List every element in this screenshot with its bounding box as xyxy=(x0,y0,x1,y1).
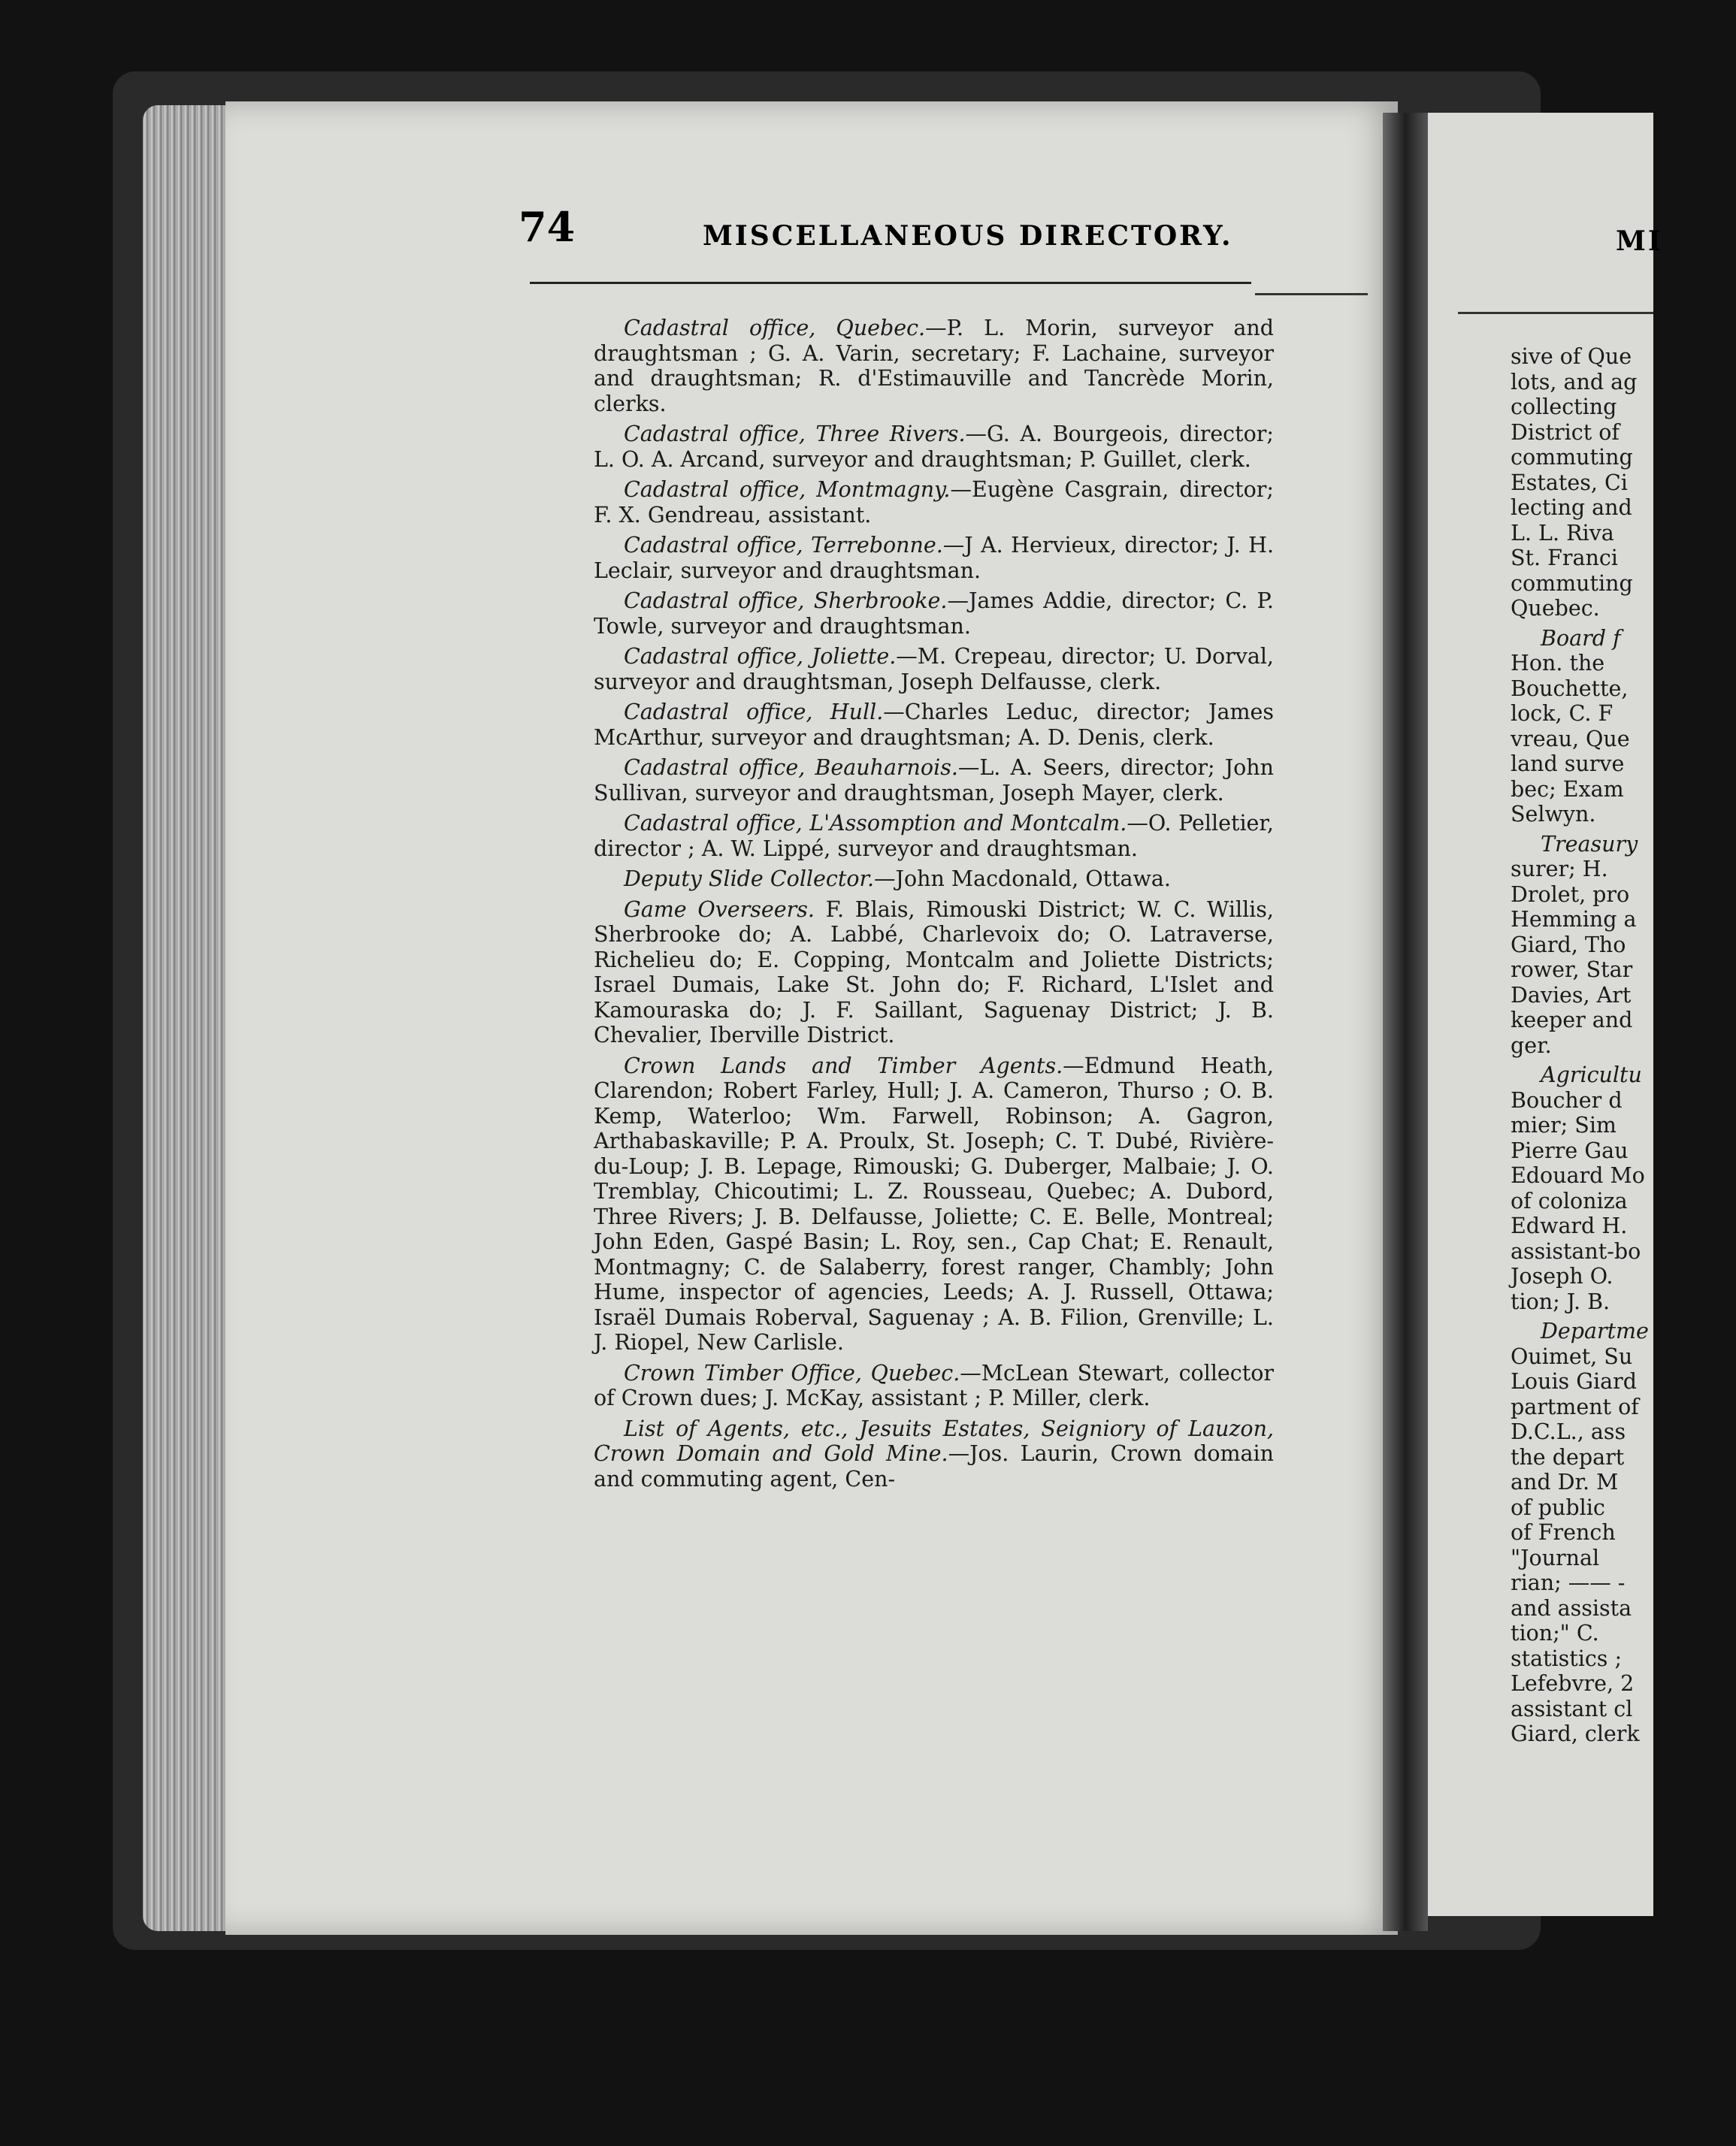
entry-heading: Cadastral office, Sherbrooke. xyxy=(624,588,948,613)
facing-line: surer; H. xyxy=(1511,857,1608,881)
entry-text: —G. A. Bourgeois, director; L. O. A. Arcand, surveyor and draughtsman; P. Guillet, clerk. xyxy=(594,422,1274,472)
running-head-title: MISCELLANEOUS DIRECTORY. xyxy=(703,220,1233,252)
facing-line: of public xyxy=(1511,1495,1605,1520)
facing-line: mier; Sim xyxy=(1511,1113,1617,1138)
facing-line: Edward H. xyxy=(1511,1214,1628,1238)
facing-line: rower, Star xyxy=(1511,957,1633,982)
facing-line: Agricultu xyxy=(1541,1062,1642,1087)
entry-text: —P. L. Morin, surveyor and draughtsman ; G. A. Varin, secretary; F. Lachaine, surveyor and draughtsman; R. d'Estimauville and Tancrède Morin, clerks. xyxy=(594,316,1274,416)
facing-line: Drolet, pro xyxy=(1511,881,1630,907)
entry-heading: Cadastral office, Hull. xyxy=(624,700,884,724)
directory-entry xyxy=(594,533,1274,583)
facing-line: keeper and xyxy=(1511,1008,1633,1032)
facing-line: Davies, Art xyxy=(1511,982,1632,1008)
facing-line: rian; —— - xyxy=(1511,1570,1626,1595)
entry-text: F. Blais, Rimouski District; W. C. Willis, Sherbrooke do; A. Labbé, Charlevoix do; O. Latraverse, Richelieu do; E. Copping, Montcalm and Joliette Districts; Israel Dumais, Lake St. John do; F. Richard, L'Islet and Kamouraska do; J. F. Saillant, Saguenay District; J. B. Chevalier, Iberville District. xyxy=(594,896,1274,1047)
entry-text: —Jos. Laurin, Crown domain and commuting agent, Cen- xyxy=(594,1441,1274,1492)
facing-page-column xyxy=(1511,344,1736,1747)
facing-line: L. L. Riva xyxy=(1511,520,1614,546)
directory-entry xyxy=(594,897,1274,1048)
entry-text: —L. A. Seers, director; John Sullivan, surveyor and draughtsman, Joseph Mayer, clerk. xyxy=(594,755,1274,806)
facing-line: Louis Giard xyxy=(1511,1369,1637,1394)
directory-entry xyxy=(594,1361,1274,1411)
facing-line: Pierre Gau xyxy=(1511,1138,1629,1163)
facing-line: Board f xyxy=(1541,625,1621,651)
facing-line: Lefebvre, 2 xyxy=(1511,1671,1635,1696)
entry-heading: Deputy Slide Collector. xyxy=(624,866,875,891)
facing-line: Hon. the xyxy=(1511,651,1605,676)
directory-entry xyxy=(594,811,1274,861)
entry-text: —Eugène Casgrain, director; F. X. Gendreau, assistant. xyxy=(594,477,1274,527)
page-number: 74 xyxy=(519,203,576,251)
facing-line: sive of Que xyxy=(1511,344,1632,369)
facing-line: Departme xyxy=(1541,1319,1649,1344)
entry-heading: Cadastral office, L'Assomption and Montcalm. xyxy=(624,811,1127,836)
entry-heading: Cadastral office, Montmagny. xyxy=(624,477,951,502)
entry-heading: Crown Lands and Timber Agents. xyxy=(624,1053,1063,1078)
page-edges xyxy=(143,105,233,1931)
facing-running-head: MI xyxy=(1616,225,1663,257)
entry-heading: Cadastral office, Joliette. xyxy=(624,644,897,669)
entry-heading: List of Agents, etc., Jesuits Estates, Seigniory of Lauzon, Crown Domain and Gold Mine. xyxy=(594,1416,1274,1466)
facing-line: collecting xyxy=(1511,394,1617,419)
facing-line: and Dr. M xyxy=(1511,1470,1619,1495)
entry-text: —M. Crepeau, director; U. Dorval, surveyor and draughtsman, Joseph Delfausse, clerk. xyxy=(594,644,1274,694)
facing-line: D.C.L., ass xyxy=(1511,1419,1626,1444)
facing-line: lock, C. F xyxy=(1511,701,1614,726)
facing-line: Treasury xyxy=(1541,831,1638,857)
facing-line: ger. xyxy=(1511,1032,1552,1058)
directory-entry xyxy=(594,316,1274,416)
facing-line: tion;" C. xyxy=(1511,1621,1599,1646)
facing-line: Bouchette, xyxy=(1511,676,1629,701)
entry-heading: Cadastral office, Three Rivers. xyxy=(624,422,966,446)
entry-heading: Cadastral office, Terrebonne. xyxy=(624,533,943,558)
entry-text: —J A. Hervieux, director; J. H. Leclair, surveyor and draughtsman. xyxy=(594,533,1274,583)
facing-line: tion; J. B. xyxy=(1511,1289,1610,1314)
directory-entry xyxy=(594,866,1274,892)
entry-heading: Game Overseers. xyxy=(624,896,815,922)
facing-line: statistics ; xyxy=(1511,1646,1623,1671)
facing-line: Boucher d xyxy=(1511,1087,1623,1113)
header-rule-segment xyxy=(1255,293,1368,295)
facing-line: of French xyxy=(1511,1520,1616,1545)
book-gutter xyxy=(1383,113,1428,1931)
facing-line: land surve xyxy=(1511,751,1625,776)
directory-entry xyxy=(594,644,1274,694)
facing-line: of coloniza xyxy=(1511,1188,1628,1214)
facing-line: St. Franci xyxy=(1511,546,1618,570)
facing-line: vreau, Que xyxy=(1511,726,1630,751)
entry-text: —James Addie, director; C. P. Towle, surveyor and draughtsman. xyxy=(594,588,1274,639)
entry-text: —John Macdonald, Ottawa. xyxy=(874,866,1171,891)
directory-entry xyxy=(594,588,1274,639)
directory-column xyxy=(594,316,1274,1497)
directory-entry xyxy=(594,1416,1274,1492)
facing-line: assistant-bo xyxy=(1511,1238,1641,1264)
facing-line: bec; Exam xyxy=(1511,776,1624,802)
entry-text: —Edmund Heath, Clarendon; Robert Farley, Hull; J. A. Cameron, Thurso ; O. B. Kemp, Waterloo; Wm. Farwell, Robinson; A. Gagron, Arthabaskaville; P. A. Proulx, St. Joseph; C. T. Dubé, Rivière-du-Loup; J. B. Lepage, Rimouski; G. Duberger, Malbaie; J. O. Tremblay, Chicoutimi; L. Z. Rousseau, Quebec; A. Dubord, Three Rivers; J. B. Delfausse, Joliette; C. E. Belle, Montreal; John Eden, Gaspé Basin; L. Roy, sen., Cap Chat; E. Renault, Montmagny; C. de Salaberry, forest ranger, Chambly; John Hume, inspector of agencies, Leeds; A. J. Russell, Ottawa; Israël Dumais Roberval, Saguenay ; A. B. Filion, Grenville; L. J. Riopel, New Carlisle. xyxy=(594,1053,1274,1355)
facing-line: the depart xyxy=(1511,1444,1625,1470)
facing-line: Estates, Ci xyxy=(1511,470,1628,495)
facing-line: Ouimet, Su xyxy=(1511,1344,1633,1369)
directory-entry xyxy=(594,422,1274,472)
facing-line: Selwyn. xyxy=(1511,802,1596,827)
directory-entry xyxy=(594,477,1274,527)
facing-line: lecting and xyxy=(1511,495,1632,520)
entry-text: —Charles Leduc, director; James McArthur, surveyor and draughtsman; A. D. Denis, clerk. xyxy=(594,700,1274,750)
entry-text: —McLean Stewart, collector of Crown dues; J. McKay, assistant ; P. Miller, clerk. xyxy=(594,1360,1274,1410)
facing-line: "Journal xyxy=(1511,1545,1600,1570)
directory-entry xyxy=(594,1053,1274,1356)
facing-line: lots, and ag xyxy=(1511,369,1638,394)
facing-line: commuting xyxy=(1511,445,1633,470)
directory-entry xyxy=(594,755,1274,806)
entry-text: —O. Pelletier, director ; A. W. Lippé, surveyor and draughtsman. xyxy=(594,811,1274,861)
facing-line: commuting xyxy=(1511,570,1633,596)
facing-line: Joseph O. xyxy=(1511,1264,1614,1289)
facing-line: District of xyxy=(1511,419,1620,445)
facing-line: Hemming a xyxy=(1511,907,1637,932)
facing-line: partment of xyxy=(1511,1394,1639,1419)
facing-line: assistant cl xyxy=(1511,1696,1633,1721)
facing-header-rule xyxy=(1458,312,1653,314)
header-rule xyxy=(530,282,1251,284)
facing-line: Edouard Mo xyxy=(1511,1163,1645,1188)
directory-entry xyxy=(594,700,1274,750)
facing-line: and assista xyxy=(1511,1595,1632,1621)
facing-line: Giard, clerk xyxy=(1511,1721,1640,1746)
entry-heading: Cadastral office, Beauharnois. xyxy=(624,755,958,780)
entry-heading: Cadastral office, Quebec. xyxy=(624,316,926,340)
entry-heading: Crown Timber Office, Quebec. xyxy=(624,1360,960,1386)
facing-line: Giard, Tho xyxy=(1511,932,1626,957)
facing-line: Quebec. xyxy=(1511,596,1600,621)
